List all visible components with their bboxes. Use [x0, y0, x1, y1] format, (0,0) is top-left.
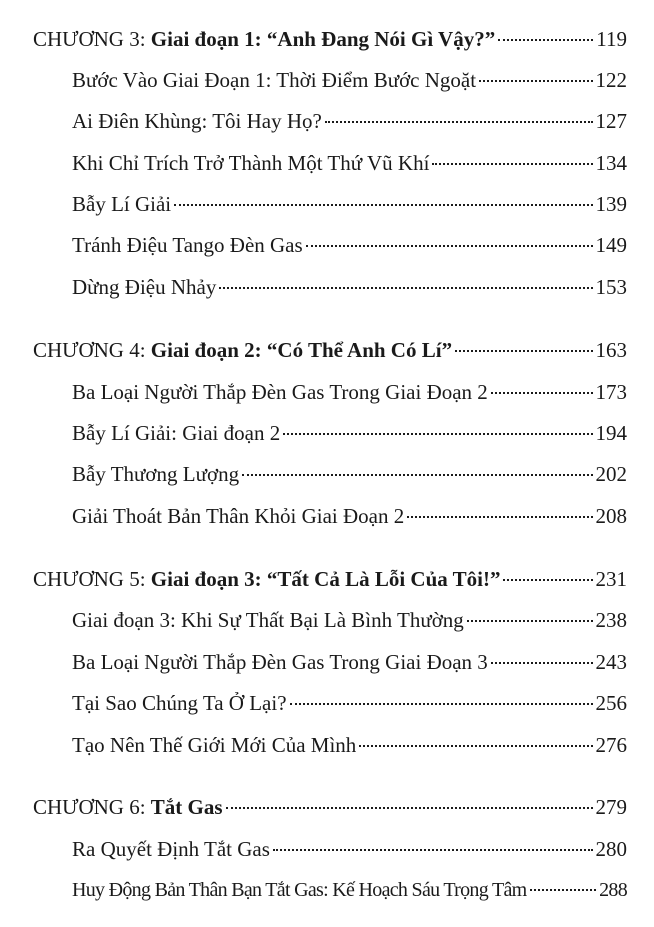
section-title: Bẫy Lí Giải: Giai đoạn 2 [72, 421, 281, 445]
chapter-prefix: CHƯƠNG 6: [33, 795, 151, 819]
dot-leader [479, 80, 592, 82]
section-title: Huy Động Bản Thân Bạn Tắt Gas: Kế Hoạch Sáu Trọng Tâm [72, 879, 527, 901]
dot-leader [503, 579, 592, 581]
chapter-entry [33, 337, 627, 363]
dot-leader [325, 121, 593, 123]
chapter-title [33, 566, 500, 592]
section-title: Giải Thoát Bản Thân Khỏi Giai Đoạn 2 [72, 504, 405, 528]
dot-leader [174, 204, 592, 206]
dot-leader [498, 39, 593, 41]
page-number: 231 [595, 567, 627, 591]
section-entry [72, 150, 627, 176]
chapter-name: Tắt Gas [150, 795, 223, 819]
dot-leader [283, 433, 592, 435]
page-number: 134 [595, 151, 627, 175]
page-number: 127 [595, 109, 627, 133]
section-entry [72, 232, 627, 258]
page-number: 279 [595, 795, 627, 819]
section-title: Giai đoạn 3: Khi Sự Thất Bại Là Bình Thường [72, 608, 464, 632]
dot-leader [290, 703, 593, 705]
section-title: Khi Chỉ Trích Trở Thành Một Thứ Vũ Khí [72, 151, 430, 175]
section-title: Tại Sao Chúng Ta Ở Lại? [72, 691, 287, 715]
page-number: 288 [599, 879, 627, 901]
chapter-entry [33, 26, 627, 52]
dot-leader [491, 662, 593, 664]
chapter-entry [33, 794, 627, 820]
dot-leader [226, 807, 593, 809]
section-title: Ai Điên Khùng: Tôi Hay Họ? [72, 109, 322, 133]
section-entry [72, 877, 627, 903]
section-entry [72, 649, 627, 675]
section-entry [72, 379, 627, 405]
section-title: Tạo Nên Thế Giới Mới Của Mình [72, 733, 357, 757]
section-entry [72, 732, 627, 758]
chapter-name: Giai đoạn 1: “Anh Đang Nói Gì Vậy?” [150, 27, 496, 51]
chapter-prefix: CHƯƠNG 4: [33, 338, 151, 362]
page-number: 256 [595, 691, 627, 715]
section-entry [72, 191, 627, 217]
section-entry [72, 503, 627, 529]
dot-leader [432, 163, 592, 165]
section-title: Ra Quyết Định Tắt Gas [72, 837, 270, 861]
page-number: 238 [595, 608, 627, 632]
section-entry [72, 461, 627, 487]
chapter-entry [33, 566, 627, 592]
page-number: 163 [595, 338, 627, 362]
dot-leader [242, 474, 592, 476]
chapter-title [33, 26, 495, 52]
section-entry [72, 108, 627, 134]
page-number: 153 [595, 275, 627, 299]
page-number: 173 [595, 380, 627, 404]
section-entry [72, 690, 627, 716]
section-entry [72, 274, 627, 300]
dot-leader [219, 287, 592, 289]
dot-leader [273, 849, 593, 851]
dot-leader [407, 516, 592, 518]
dot-leader [306, 245, 593, 247]
page-number: 119 [596, 27, 627, 51]
section-title: Ba Loại Người Thắp Đèn Gas Trong Giai Đoạn 3 [72, 650, 488, 674]
section-entry [72, 836, 627, 862]
dot-leader [359, 745, 592, 747]
section-title: Ba Loại Người Thắp Đèn Gas Trong Giai Đoạn 2 [72, 380, 488, 404]
section-entry [72, 67, 627, 93]
page-number: 208 [595, 504, 627, 528]
dot-leader [467, 620, 593, 622]
section-title: Bước Vào Giai Đoạn 1: Thời Điểm Bước Ngoặt [72, 68, 477, 92]
section-title: Bẫy Thương Lượng [72, 462, 240, 486]
chapter-prefix: CHƯƠNG 3: [33, 27, 151, 51]
page-number: 243 [595, 650, 627, 674]
chapter-prefix: CHƯƠNG 5: [33, 567, 151, 591]
section-title: Tránh Điệu Tango Đèn Gas [72, 233, 303, 257]
chapter-title [33, 337, 452, 363]
section-title: Dừng Điệu Nhảy [72, 275, 217, 299]
dot-leader [455, 350, 592, 352]
page-number: 202 [595, 462, 627, 486]
page-number: 194 [595, 421, 627, 445]
page-number: 280 [595, 837, 627, 861]
chapter-name: Giai đoạn 3: “Tất Cả Là Lỗi Của Tôi!” [150, 567, 501, 591]
page-number: 276 [595, 733, 627, 757]
section-entry [72, 420, 627, 446]
chapter-title [33, 794, 223, 820]
chapter-name: Giai đoạn 2: “Có Thể Anh Có Lí” [150, 338, 453, 362]
dot-leader [491, 392, 593, 394]
page-number: 149 [595, 233, 627, 257]
section-title: Bẫy Lí Giải [72, 192, 172, 216]
page-number: 139 [595, 192, 627, 216]
section-entry [72, 607, 627, 633]
page-number: 122 [595, 68, 627, 92]
dot-leader [530, 889, 597, 891]
